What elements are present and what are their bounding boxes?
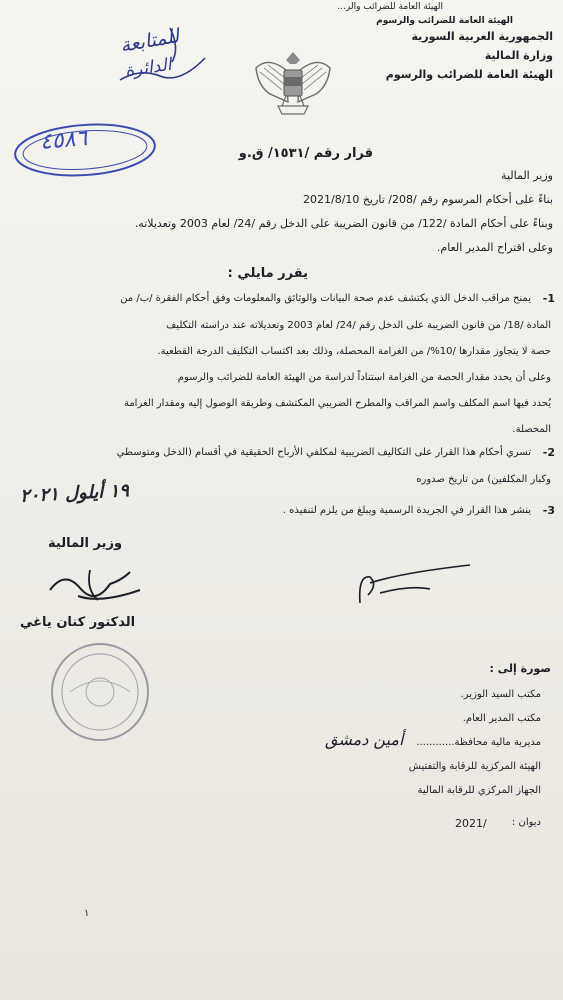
header-authority: الهيئة العامة للضرائب والرسوم xyxy=(385,68,553,81)
header-republic: الجمهورية العربية السورية xyxy=(411,30,553,43)
copy-item-4: الهيئة المركزية للرقابة والتفتيش xyxy=(408,761,541,772)
signature-title: وزير المالية xyxy=(48,536,123,551)
handwritten-date: ١٩ أيلول ٢٠٢١ xyxy=(19,480,130,507)
decision-basis-3: وعلى اقتراح المدير العام. xyxy=(436,241,553,254)
minister-signature xyxy=(40,560,160,610)
copy-item-5: الجهاز المركزي للرقابة المالية xyxy=(417,785,541,796)
article-3-number: 3- xyxy=(542,504,555,517)
official-round-seal xyxy=(45,640,155,745)
decision-basis-1: بناءً على أحكام المرسوم رقم /208/ تاريخ 2021/8/10 xyxy=(303,193,553,206)
secondary-signature xyxy=(340,555,480,615)
header-faint-line-2: الهيئة العامة للضرائب والرسوم xyxy=(376,16,513,26)
header-faint-line-1: الهيئة العامة للضرائب والر... xyxy=(337,2,443,12)
article-2-line-2: وكبار المكلفين) من تاريخ صدوره xyxy=(416,474,551,485)
handwritten-governorate: أمين دمشق xyxy=(325,730,404,749)
copy-item-6: ديوان : xyxy=(511,817,541,828)
header-ministry: وزارة المالية xyxy=(484,49,553,62)
article-1-line-1: يمنح مراقب الدخل الذي يكتشف عدم صحة البيانات والوثائق والمعلومات وفق أحكام الفقرة /ب/ من xyxy=(120,293,531,304)
copy-item-1: مكتب السيد الوزير. xyxy=(460,689,541,700)
copy-item-2: مكتب المدير العام. xyxy=(462,713,541,724)
article-2-line-1: تسري أحكام هذا القرار على التكاليف الضريبية لمكلفي الأرباح الحقيقية في أقسام (الدخل ومتوسطي xyxy=(116,447,531,458)
article-1-line-6: المحصلة. xyxy=(512,424,551,435)
syrian-eagle-emblem xyxy=(248,46,338,126)
article-1-line-4: وعلى أن يحدد مقدار الحصة من الغرامة استناداً لدراسة من الهيئة العامة للضرائب والرسوم xyxy=(177,372,551,383)
article-1-number: 1- xyxy=(542,292,555,305)
copy-item-3: مديرية مالية محافظة............ xyxy=(416,737,541,748)
copy-year-slot: 2021/ xyxy=(455,817,487,830)
page-footer-mark: ١ xyxy=(84,908,90,919)
decides-heading: يقرر مايلي : xyxy=(227,266,308,281)
decision-basis-2: وبناءً على أحكام المادة /122/ من قانون الضريبة على الدخل رقم /24/ لعام 2003 وتعديلاته. xyxy=(134,217,553,230)
article-1-line-2: المادة /18/ من قانون الضريبة على الدخل رقم /24/ لعام 2003 وتعديلاته عند دراسته التكليف xyxy=(165,320,551,331)
article-1-line-3: حصة لا يتجاوز مقدارها /10%/ من الغرامة المحصلة، وذلك بعد اكتساب التكليف الدرجة القطعية. xyxy=(157,346,551,357)
signature-name: الدكتور كنان ياغي xyxy=(20,615,136,630)
article-2-number: 2- xyxy=(542,446,555,459)
copies-heading: صورة إلى : xyxy=(489,662,551,675)
handwritten-note-top-1: للمتابعة xyxy=(118,25,181,57)
article-1-line-5: يُحدد فيها اسم المكلف واسم المراقب والمطرح الضريبي المكتشف وطريقة الوصول إليه ومقدار الغرامة xyxy=(123,398,551,409)
decision-number: قرار رقم /١٥٣١/ ق.و xyxy=(238,146,373,161)
decision-issuer: وزير المالية xyxy=(501,169,553,182)
stamp-number: ٤٥٨٦ xyxy=(39,125,89,156)
handwritten-scribble-top xyxy=(110,18,220,98)
handwritten-note-top-2: الدائرة xyxy=(123,54,173,82)
article-3-line-1: ينشر هذا القرار في الجريدة الرسمية ويبلغ من يلزم لتنفيذه . xyxy=(282,505,531,516)
